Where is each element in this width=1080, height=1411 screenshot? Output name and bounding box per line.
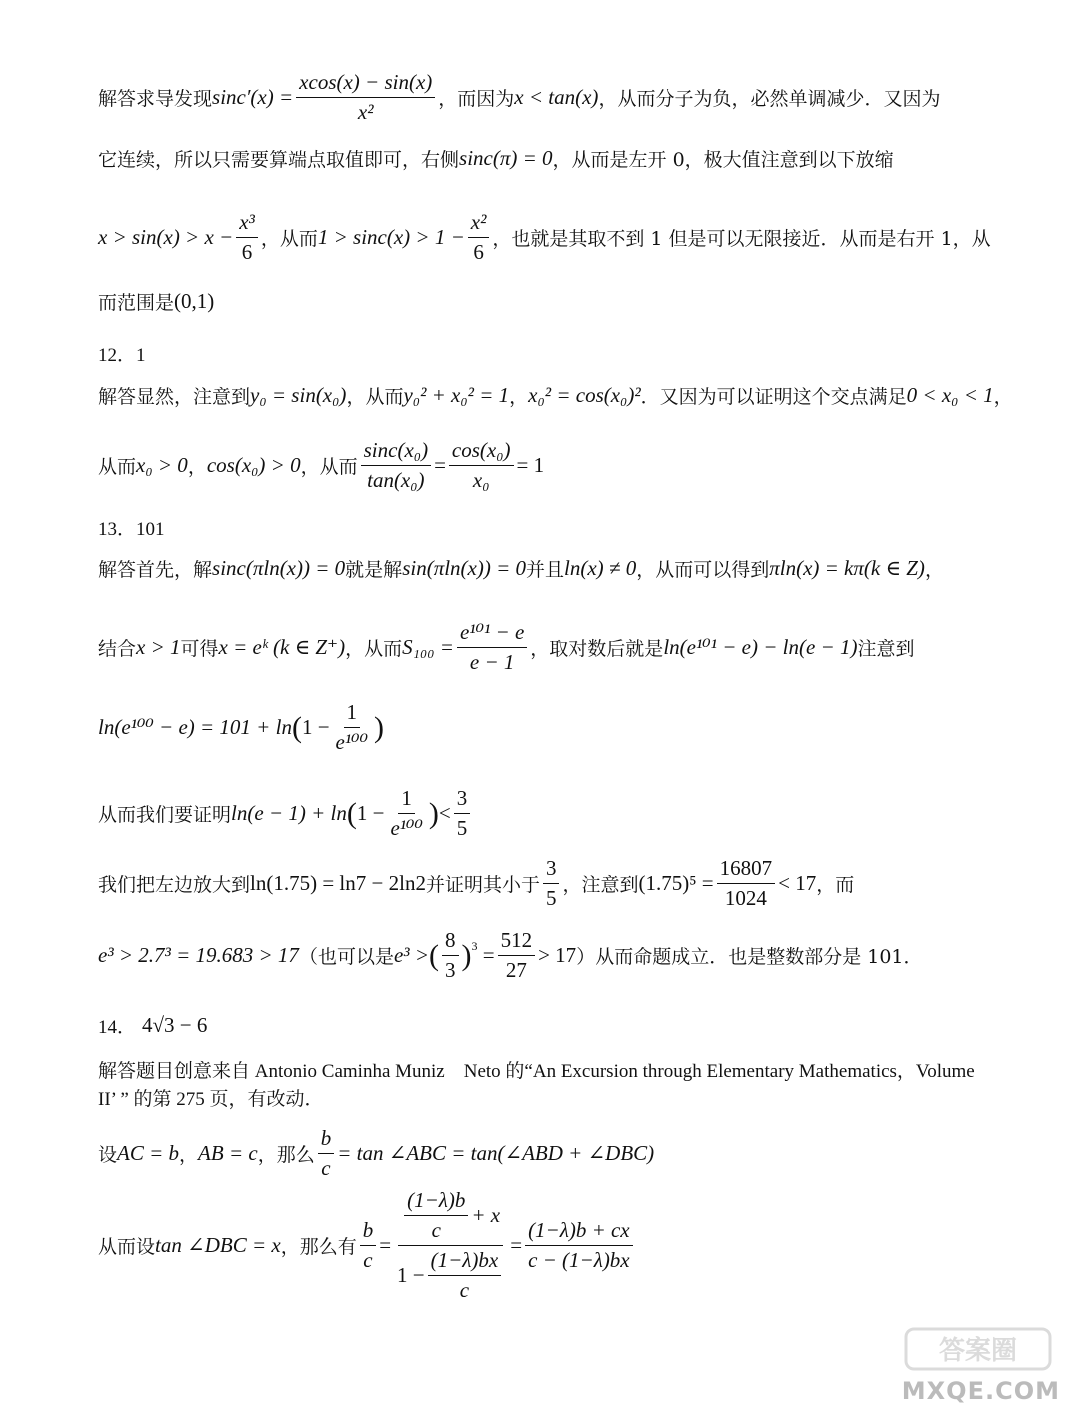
formula: x₀² = cos(x₀)² <box>528 383 641 407</box>
text: ，而 <box>816 874 855 896</box>
formula: < 17 <box>778 871 817 895</box>
fraction-numerator: b <box>360 1218 377 1246</box>
fraction <box>296 70 435 125</box>
text: 解答题目创意来自 Antonio Caminha Muniz Neto 的“An Excursion through Elementary Mathematics，Volume <box>98 1061 975 1082</box>
para-sinc-derivative <box>98 70 990 125</box>
watermark-url: MXQE.COM <box>901 1377 1060 1405</box>
text: 从而设 <box>98 1236 156 1258</box>
fraction <box>449 438 514 493</box>
para-q12-result <box>98 438 990 493</box>
fraction-numerator: 1 <box>398 786 415 814</box>
text: ， <box>509 386 529 408</box>
para-q13-sum <box>98 620 990 675</box>
fraction <box>318 1126 335 1181</box>
paren-close: ) <box>461 938 472 972</box>
formula: (1.75)⁵ = <box>638 871 714 895</box>
text: 它连续，所以只需要算端点取值即可，右侧 <box>98 149 460 171</box>
text: 解答求导发现 <box>98 88 213 110</box>
para-range <box>98 288 990 315</box>
fraction-denominator: e − 1 <box>469 650 515 674</box>
fraction-numerator: sinc(x₀) <box>361 438 431 466</box>
fraction-denominator: 27 <box>505 958 527 982</box>
text: II’ ” 的第 275 页，有改动． <box>98 1089 324 1110</box>
fraction-numerator: 3 <box>454 786 471 814</box>
fraction-numerator: cos(x₀) <box>449 438 514 466</box>
text: ， <box>179 1144 199 1166</box>
formula: x < tan(x) <box>514 85 599 109</box>
formula: (0,1) <box>174 289 215 313</box>
text: ，从而 <box>260 228 318 250</box>
formula: x > sin(x) > x − <box>98 225 234 249</box>
para-q14-source <box>98 1058 990 1114</box>
formula: x > 1 <box>136 635 181 659</box>
text: 解答首先，解 <box>98 559 213 581</box>
fraction <box>361 438 431 493</box>
text: 可得 <box>180 638 219 660</box>
formula: > 17 <box>538 943 577 967</box>
fraction-denominator: 3 <box>445 958 456 982</box>
fraction <box>525 1218 633 1273</box>
fraction-numerator: e¹⁰¹ − e <box>457 620 527 648</box>
fraction <box>498 928 536 983</box>
para-q13-conclusion: e³ > 2.7³ = 19.683 > 17 （也可以是 e³ > ( $\frac{8}{3}$ ) 3 = $\frac{512}{27}$ > 17 ）从而命题成立．也是整数部分是 101． <box>98 928 923 982</box>
text: 就是解 <box>345 559 403 581</box>
formula: y₀ = sin(x₀) <box>250 383 347 407</box>
formula: x = eᵏ (k ∈ Z⁺) <box>218 635 346 659</box>
fraction-denominator: 1024 <box>724 886 767 910</box>
fraction-denominator: e¹⁰⁰ <box>390 816 423 840</box>
text: ， <box>187 456 207 478</box>
text: ，那么有 <box>280 1236 357 1258</box>
text: ，而因为 <box>438 88 515 110</box>
formula: = 1 <box>516 453 545 477</box>
text: 从而 <box>98 456 137 478</box>
fraction-numerator: xcos(x) − sin(x) <box>296 70 435 98</box>
fraction <box>442 928 459 983</box>
question-12-heading <box>98 340 990 367</box>
text: ，也就是其取不到 1 但是可以无限接近．从而是右开 1，从 <box>492 228 991 250</box>
text: ．又因为可以证明这个交点满足 <box>640 386 907 408</box>
fraction-numerator: (1−λ)bx <box>428 1248 502 1276</box>
watermark-logo-text: 答案圈 <box>938 1336 1018 1366</box>
equals-sign: = <box>379 1233 392 1257</box>
question-number: 13．101 <box>98 519 165 540</box>
text: ，从而可以得到 <box>636 559 770 581</box>
formula: ln(1.75) = ln7 − 2ln2 <box>250 871 426 895</box>
fraction-numerator: 3 <box>543 856 560 884</box>
fraction <box>387 786 425 841</box>
formula: e³ > 2.7³ = 19.683 > 17 <box>98 943 299 967</box>
formula: AB = c <box>198 1141 258 1165</box>
paren-close: ) <box>374 710 385 744</box>
text: （也可以是 <box>298 946 394 968</box>
fraction-numerator: 8 <box>442 928 459 956</box>
answer: 4√3 − 6 <box>142 1013 208 1037</box>
text: ，那么 <box>257 1144 315 1166</box>
para-continuity <box>98 145 990 172</box>
formula: AC = b <box>117 1141 180 1165</box>
compound-denominator <box>394 1246 507 1303</box>
formula: tan ∠DBC = x <box>155 1233 281 1257</box>
para-q13-log-identity <box>98 700 990 755</box>
para-q14-tan-sum <box>98 1188 990 1303</box>
formula: 1 − <box>356 801 385 825</box>
text: 设 <box>98 1144 118 1166</box>
formula: 0 < x₀ < 1 <box>906 383 994 407</box>
paren-open: ( <box>346 796 357 830</box>
formula: S₁₀₀ = <box>402 635 454 659</box>
formula: 1 > sinc(x) > 1 − <box>317 225 465 249</box>
compound-numerator <box>398 1188 503 1246</box>
paren-close: ) <box>428 796 439 830</box>
fraction <box>333 700 371 755</box>
text: ，从而分子为负，必然单调减少．又因为 <box>598 88 941 110</box>
fraction-denominator: e¹⁰⁰ <box>335 730 369 754</box>
text: ，从而 <box>345 638 403 660</box>
fraction <box>236 210 258 265</box>
formula: ln(e¹⁰⁰ − e) = 101 + ln <box>98 715 292 739</box>
formula: sin(πln(x)) = 0 <box>402 556 527 580</box>
fraction <box>404 1188 468 1243</box>
fraction-denominator: 6 <box>241 240 253 264</box>
fraction-numerator: x³ <box>236 210 258 238</box>
fraction <box>717 856 776 911</box>
fraction-numerator: 16807 <box>717 856 776 884</box>
fraction <box>468 210 490 265</box>
text: ，从而 <box>300 456 358 478</box>
formula: = tan ∠ABC = tan(∠ABD + ∠DBC) <box>337 1141 655 1165</box>
fraction-numerator: b <box>318 1126 335 1154</box>
fraction <box>360 1218 377 1273</box>
fraction-denominator: tan(x₀) <box>367 468 425 492</box>
fraction-numerator: 1 <box>344 700 361 728</box>
text: 并证明其小于 <box>425 874 540 896</box>
fraction-denominator: c − (1−λ)bx <box>528 1248 630 1272</box>
para-bounds <box>98 210 990 265</box>
formula: 1 − <box>397 1263 425 1287</box>
text: ，取对数后就是 <box>530 638 664 660</box>
text: 从而我们要证明 <box>98 804 232 826</box>
paren-open: ( <box>291 710 302 744</box>
para-q13-to-prove <box>98 786 990 841</box>
fraction-numerator: x² <box>468 210 490 238</box>
formula: sinc(πln(x)) = 0 <box>212 556 346 580</box>
para-q13-estimate <box>98 856 990 911</box>
fraction <box>428 1248 502 1303</box>
text: 解答显然，注意到 <box>98 386 251 408</box>
text: ）从而命题成立．也是整数部分是 101． <box>576 946 923 968</box>
formula: < <box>438 801 451 825</box>
text: ，从而 <box>346 386 404 408</box>
formula: cos(x₀) > 0 <box>206 453 301 477</box>
fraction-numerator: (1−λ)b + cx <box>525 1218 633 1246</box>
question-13-heading <box>98 514 990 541</box>
text: 结合 <box>98 638 137 660</box>
para-q13-solution <box>98 555 990 582</box>
formula: x₀ > 0 <box>136 453 188 477</box>
fraction <box>543 856 560 911</box>
fraction-denominator: x² <box>357 100 374 124</box>
text: ，注意到 <box>562 874 639 896</box>
formula: ln(e − 1) + ln <box>231 801 347 825</box>
equals-sign: = <box>434 453 446 477</box>
text: ，从而是左开 0，极大值注意到以下放缩 <box>552 149 894 171</box>
formula: ln(x) ≠ 0 <box>564 556 637 580</box>
formula: e³ > <box>393 943 429 967</box>
fraction-numerator: 512 <box>498 928 536 956</box>
question-number: 14． <box>98 1017 137 1038</box>
formula: ln(e¹⁰¹ − e) − ln(e − 1) <box>663 635 858 659</box>
formula: πln(x) = kπ(k ∈ Z) <box>769 556 925 580</box>
fraction-denominator: 5 <box>456 816 468 840</box>
text: 并且 <box>526 559 565 581</box>
question-number: 12．1 <box>98 345 146 366</box>
question-14-heading <box>98 1012 990 1039</box>
para-q12-solution <box>98 382 1013 409</box>
formula: y₀² + x₀² = 1 <box>403 383 510 407</box>
text: ， <box>993 386 1013 408</box>
fraction <box>454 786 471 841</box>
formula: + x <box>471 1203 501 1227</box>
para-q14-setup <box>98 1126 990 1181</box>
text: 注意到 <box>857 638 915 660</box>
compound-fraction <box>394 1188 507 1303</box>
fraction-denominator: x₀ <box>472 468 490 492</box>
formula: sinc(π) = 0 <box>459 146 553 170</box>
fraction-denominator: c <box>363 1248 373 1272</box>
fraction-denominator: 6 <box>473 240 484 264</box>
paren-open: ( <box>429 938 439 972</box>
fraction-denominator: c <box>459 1278 470 1302</box>
text: ， <box>924 559 944 581</box>
text: 我们把左边放大到 <box>98 874 251 896</box>
fraction-numerator: (1−λ)b <box>404 1188 468 1216</box>
fraction-denominator: 5 <box>545 886 557 910</box>
formula: 1 − <box>301 715 330 739</box>
fraction-denominator: c <box>321 1156 331 1180</box>
fraction <box>457 620 527 675</box>
formula: sinc′(x) = <box>212 85 294 109</box>
equals-sign: = <box>510 1233 523 1257</box>
exponent: 3 <box>471 939 478 953</box>
fraction-denominator: c <box>431 1218 441 1242</box>
text: 而范围是 <box>98 292 175 314</box>
